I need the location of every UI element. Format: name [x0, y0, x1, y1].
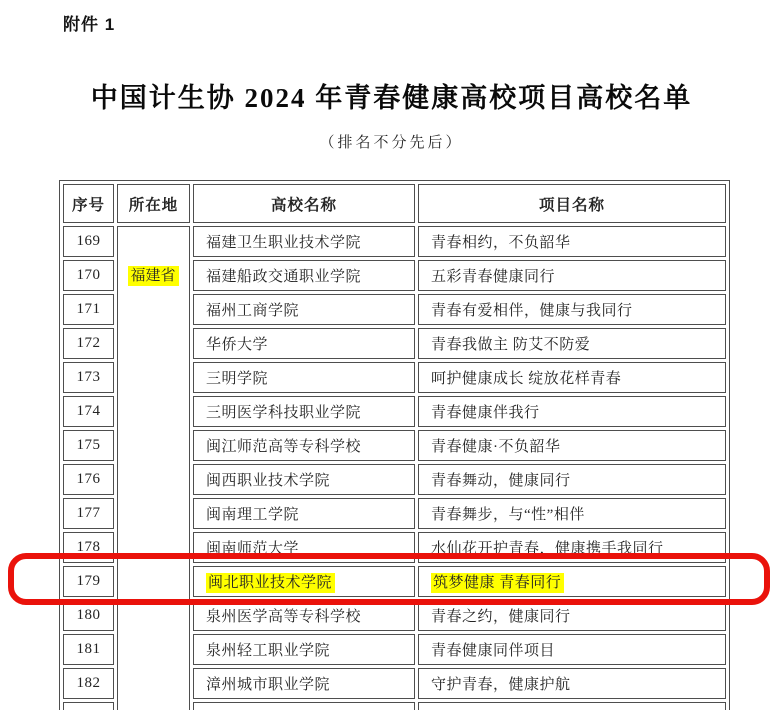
school-name-cell — [193, 498, 415, 529]
school-name-cell — [193, 532, 415, 563]
project-name-cell — [418, 464, 726, 495]
header-row — [63, 184, 726, 223]
project-name: 青春健康同伴项目 — [431, 643, 556, 659]
school-name: 漳州城市职业学院 — [206, 677, 331, 693]
school-name: 闽南师范大学 — [206, 541, 300, 557]
row-number: 169 — [63, 226, 114, 257]
school-name: 三明学院 — [206, 371, 269, 387]
table-row — [63, 226, 726, 257]
school-name-cell — [193, 702, 415, 710]
province-cell — [117, 226, 190, 710]
project-name-cell — [418, 600, 726, 631]
school-name-cell — [193, 464, 415, 495]
row-number: 175 — [63, 430, 114, 461]
project-name: 呵护健康成长 绽放花样青春 — [431, 371, 622, 387]
school-name-cell — [193, 430, 415, 461]
school-name-cell — [193, 566, 415, 597]
project-name: 青春之约，健康同行 — [431, 609, 571, 625]
row-number: 170 — [63, 260, 114, 291]
school-name-cell — [193, 260, 415, 291]
header-university-name: 高校名称 — [193, 184, 415, 223]
project-name: 守护青春，健康护航 — [431, 677, 571, 693]
project-name-cell — [418, 498, 726, 529]
project-name-cell — [418, 294, 726, 325]
school-name: 闽南理工学院 — [206, 507, 300, 523]
project-name: 青春相约，不负韶华 — [431, 235, 571, 251]
school-name-cell — [193, 668, 415, 699]
row-number: 181 — [63, 634, 114, 665]
university-roster-table — [59, 180, 730, 710]
project-name: 水仙花开护青春，健康携手我同行 — [431, 541, 664, 557]
project-name: 青春健康伴我行 — [431, 405, 540, 421]
project-name: 青春有爱相伴，健康与我同行 — [431, 303, 633, 319]
school-name: 闽北职业技术学院 — [206, 573, 335, 593]
project-name-cell — [418, 430, 726, 461]
document-subtitle: （排名不分先后） — [319, 135, 464, 151]
school-name: 福建卫生职业技术学院 — [206, 235, 362, 251]
header-serial-number: 序号 — [63, 184, 114, 223]
project-name-cell — [418, 396, 726, 427]
school-name: 泉州轻工职业学院 — [206, 643, 331, 659]
school-name: 福建船政交通职业学院 — [206, 269, 362, 285]
table-header — [63, 184, 726, 223]
project-name-cell — [418, 328, 726, 359]
row-number: 180 — [63, 600, 114, 631]
row-number: 179 — [63, 566, 114, 597]
project-name-cell — [418, 566, 726, 597]
row-number: 182 — [63, 668, 114, 699]
row-number: 172 — [63, 328, 114, 359]
attachment-label: 附件 1 — [63, 15, 116, 34]
school-name: 闽西职业技术学院 — [206, 473, 331, 489]
school-name-cell — [193, 294, 415, 325]
project-name: 筑梦健康 青春同行 — [431, 573, 564, 593]
school-name-cell — [193, 362, 415, 393]
school-name: 福州工商学院 — [206, 303, 300, 319]
school-name: 三明医学科技职业学院 — [206, 405, 362, 421]
header-location: 所在地 — [117, 184, 190, 223]
header-project-name: 项目名称 — [418, 184, 726, 223]
project-name-cell — [418, 532, 726, 563]
school-name: 泉州医学高等专科学校 — [206, 609, 362, 625]
province-label: 福建省 — [128, 266, 178, 286]
school-name: 闽江师范高等专科学校 — [206, 439, 362, 455]
school-name-cell — [193, 328, 415, 359]
row-number: 176 — [63, 464, 114, 495]
table-body — [63, 226, 726, 710]
project-name: 青春健康·不负韶华 — [431, 439, 561, 455]
project-name-cell — [418, 260, 726, 291]
project-name: 青春我做主 防艾不防爱 — [431, 337, 591, 353]
project-name: 五彩青春健康同行 — [431, 269, 556, 285]
school-name: 华侨大学 — [206, 337, 269, 353]
project-name: 青春舞动，健康同行 — [431, 473, 571, 489]
project-name-cell — [418, 668, 726, 699]
school-name-cell — [193, 634, 415, 665]
project-name-cell — [418, 634, 726, 665]
row-number: 178 — [63, 532, 114, 563]
document-title: 中国计生协 2024 年青春健康高校项目高校名单 — [90, 83, 693, 113]
row-number: 171 — [63, 294, 114, 325]
project-name-cell — [418, 362, 726, 393]
project-name-cell — [418, 226, 726, 257]
school-name-cell — [193, 226, 415, 257]
school-name-cell — [193, 396, 415, 427]
project-name: 青春舞步，与“性”相伴 — [431, 507, 585, 523]
row-number — [63, 702, 114, 710]
school-name-cell — [193, 600, 415, 631]
row-number: 177 — [63, 498, 114, 529]
row-number: 174 — [63, 396, 114, 427]
row-number: 173 — [63, 362, 114, 393]
project-name-cell — [418, 702, 726, 710]
